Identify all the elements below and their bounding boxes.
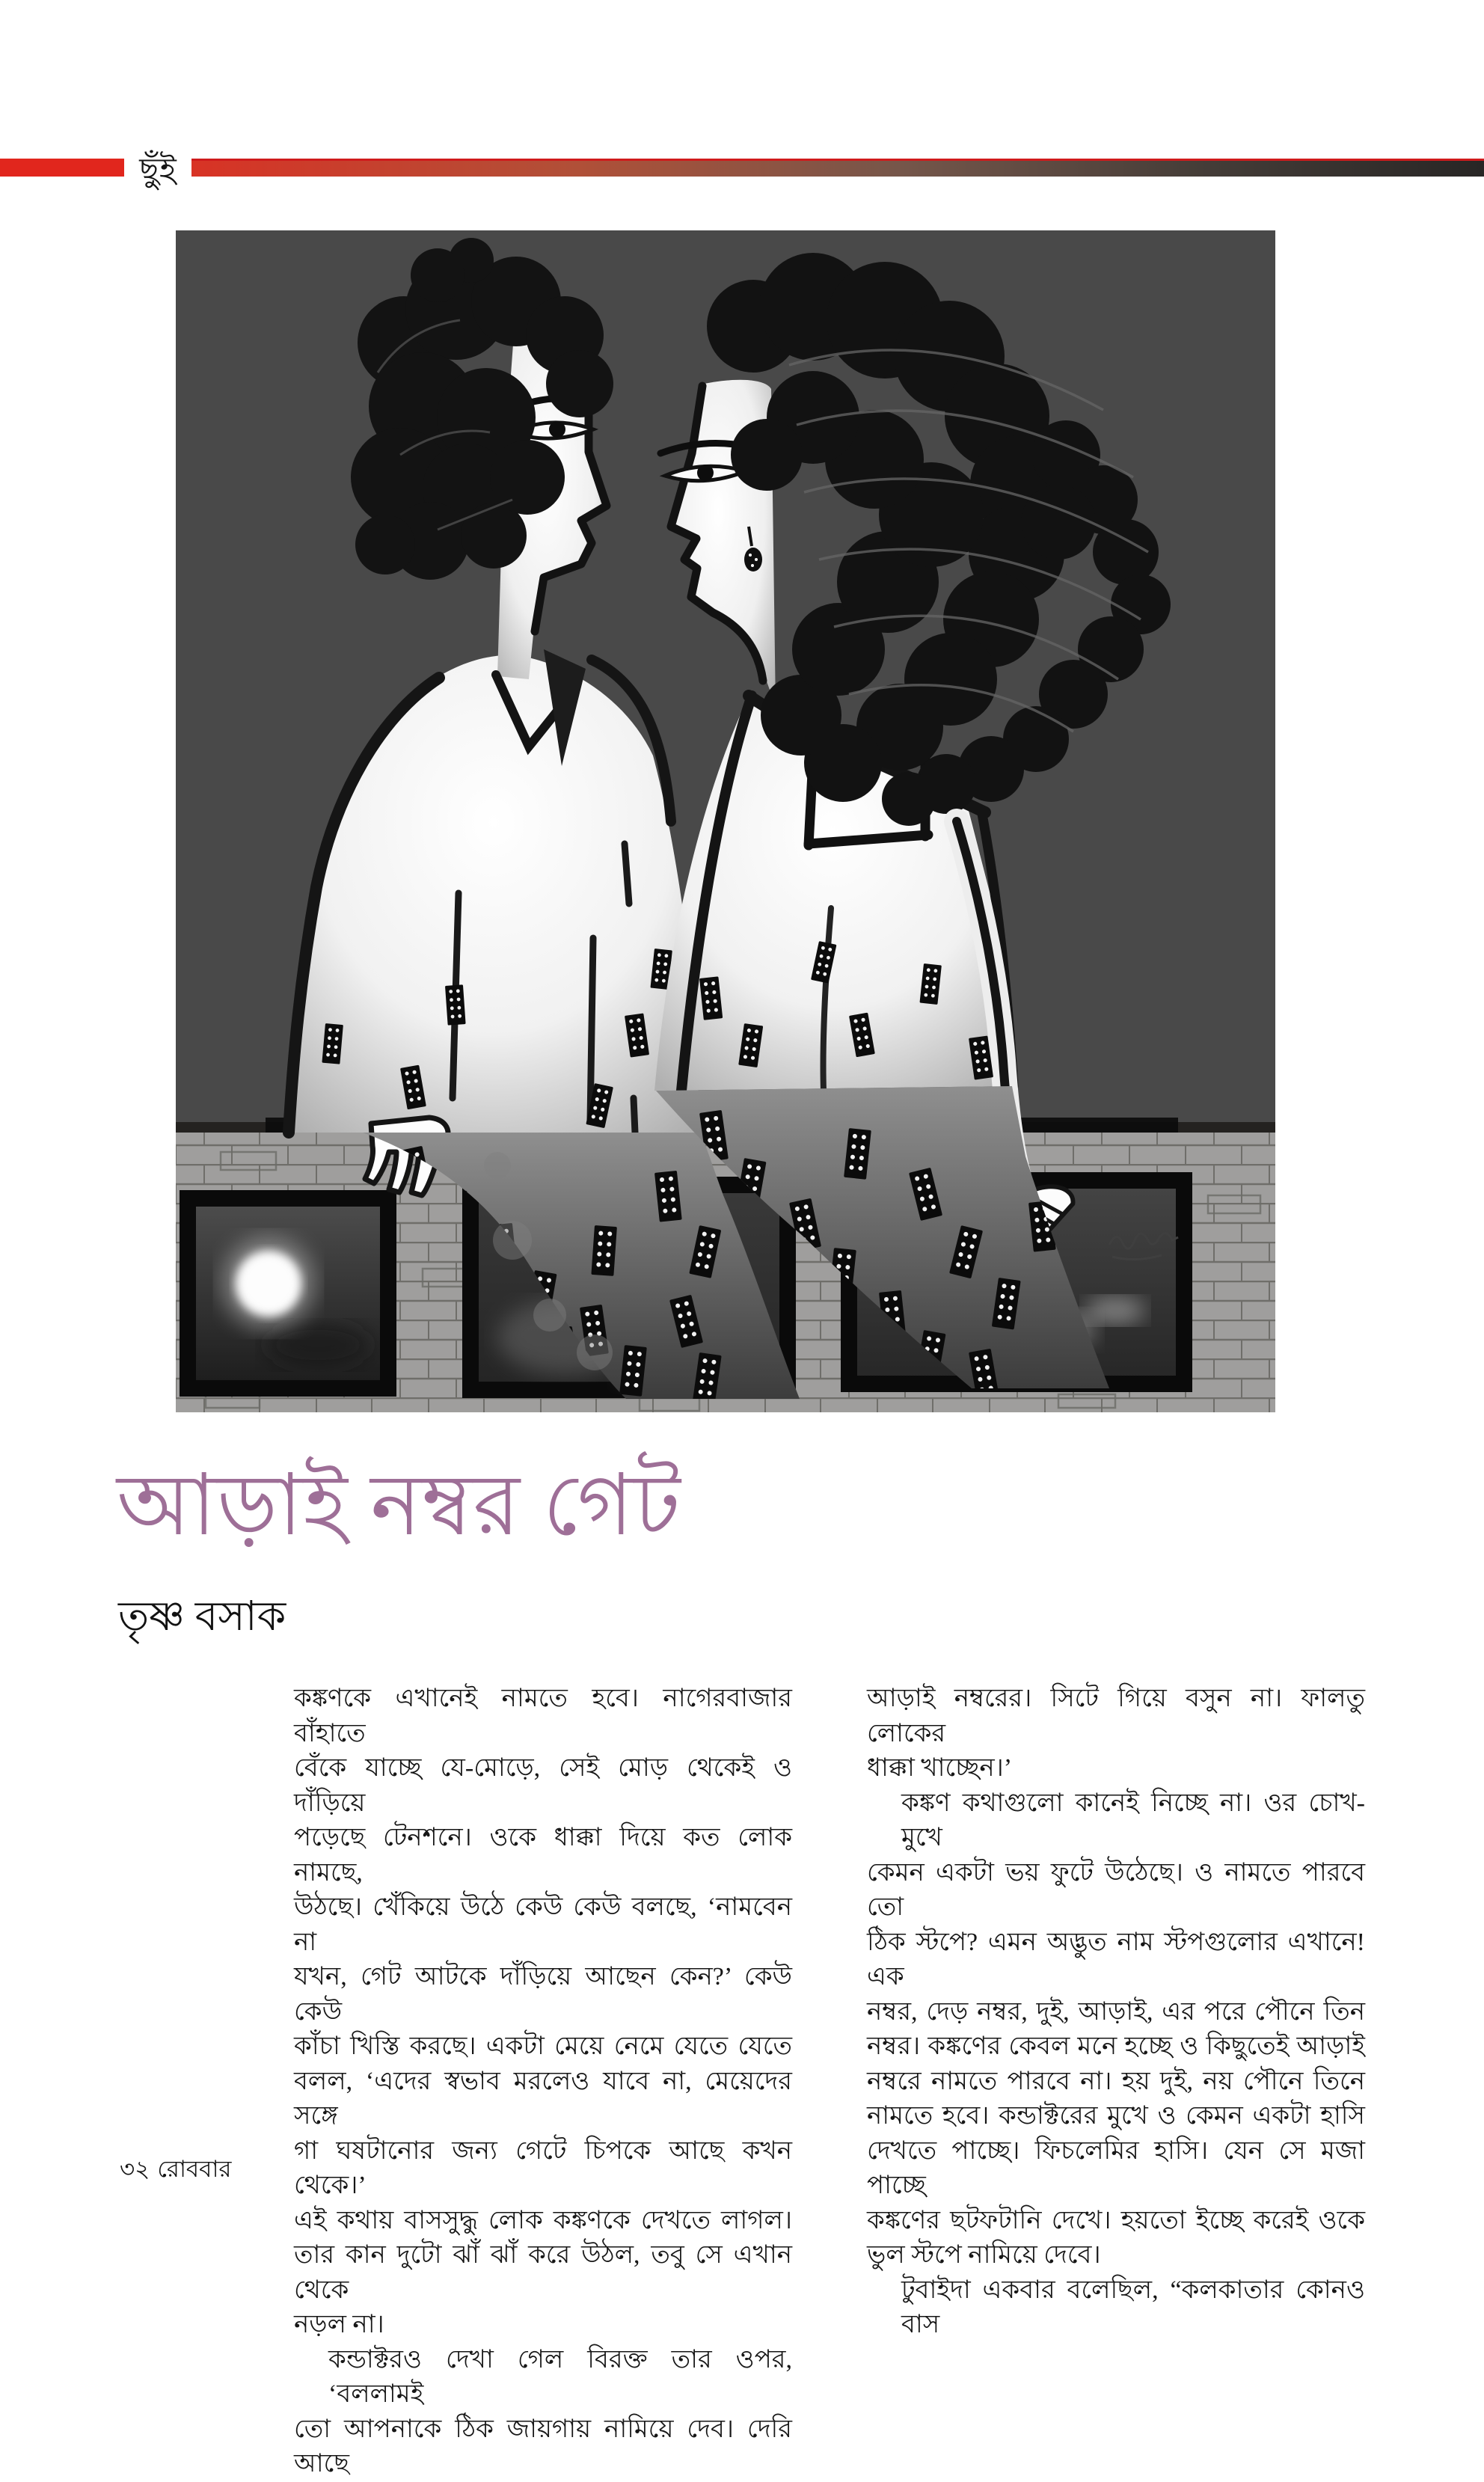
text-line: গা ঘষটানোর জন্য গেটে চিপকে আছে কখন থেকে।’ xyxy=(294,2136,792,2199)
text-line: আড়াই নম্বরের। সিটে গিয়ে বসুন না। ফালতু লোকের xyxy=(867,1685,1365,1747)
footer-page-number: ৩২ xyxy=(120,2156,150,2182)
page-footer xyxy=(120,2151,239,2190)
body-columns xyxy=(294,1682,1365,2482)
header-rule-red-segment xyxy=(0,159,124,177)
text-line: ভুল স্টপে নামিয়ে দেবে। xyxy=(867,2241,1101,2269)
illustration xyxy=(176,230,1275,1412)
text-line: যখন, গেট আটকে দাঁড়িয়ে আছেন কেন?’ কেউ কেউ xyxy=(294,1963,792,2026)
text-line: কঙ্কণ কথাগুলো কানেই নিচ্ছে না। ওর চোখ-মুখে xyxy=(901,1789,1365,1851)
text-line: তো আপনাকে ঠিক জায়গায় নামিয়ে দেব। দেরি আছে xyxy=(294,2415,792,2478)
column-left xyxy=(294,1682,792,2482)
text-line: ঠিক স্টপে? এমন অদ্ভুত নাম স্টপগুলোর এখানে! এক xyxy=(867,1928,1365,1991)
text-line: এই কথায় বাসসুদ্ধু লোক কঙ্কণকে দেখতে লাগল। xyxy=(294,2206,792,2234)
moon xyxy=(236,1251,301,1317)
text-line: কন্ডাক্টরও দেখা গেল বিরক্ত তার ওপর, ‘বললামই xyxy=(328,2345,792,2408)
text-line: উঠছে। খেঁকিয়ে উঠে কেউ কেউ বলছে, ‘নামবেন না xyxy=(294,1893,792,1956)
text-line: নম্বর, দেড় নম্বর, দুই, আড়াই, এর পরে পৌনে তিন xyxy=(867,1997,1365,2026)
text-line: কেমন একটা ভয় ফুটে উঠেছে। ও নামতে পারবে তো xyxy=(867,1858,1365,1921)
text-line: নামতে হবে। কন্ডাক্টরের মুখে ও কেমন একটা হাসি xyxy=(867,2102,1365,2130)
text-line: টুবাইদা একবার বলেছিল, “কলকাতার কোনও বাস xyxy=(901,2276,1365,2338)
text-line: কঙ্কণের ছটফটানি দেখে। হয়তো ইচ্ছে করেই ওকে xyxy=(867,2206,1365,2234)
text-line: ধাক্কা খাচ্ছেন।’ xyxy=(867,1754,1013,1782)
text-line: বেঁকে যাচ্ছে যে-মোড়ে, সেই মোড় থেকেই ও দাঁড়িয়ে xyxy=(294,1754,792,1817)
text-line: নম্বরে নামতে পারবে না। হয় দুই, নয় পৌনে তিনে xyxy=(867,2067,1365,2095)
text-line: তার কান দুটো ঝাঁ ঝাঁ করে উঠল, তবু সে এখান থেকে xyxy=(294,2241,792,2304)
text-line: নম্বর। কঙ্কণের কেবল মনে হচ্ছে ও কিছুতেই আড়াই xyxy=(867,2032,1365,2060)
text-line: কঙ্কণকে এখানেই নামতে হবে। নাগেরবাজার বাঁহাতে xyxy=(294,1685,792,1747)
column-right xyxy=(867,1682,1365,2482)
text-line: কাঁচা খিস্তি করছে। একটা মেয়ে নেমে যেতে যেতে xyxy=(294,2032,792,2060)
text-line: দেখতে পাচ্ছে। ফিচলেমির হাসি। যেন সে মজা পাচ্ছে xyxy=(867,2136,1365,2199)
text-line: বলল, ‘এদের স্বভাব মরলেও যাবে না, মেয়েদের সঙ্গে xyxy=(294,2067,792,2130)
header-section-label: ছুঁই xyxy=(139,152,177,189)
article-title: আড়াই নম্বর গেট xyxy=(117,1458,681,1553)
article-author: তৃষ্ণ বসাক xyxy=(118,1593,286,1639)
footer-magazine-name: রোববার xyxy=(157,2156,232,2182)
text-line: নড়ল না। xyxy=(294,2311,384,2338)
header-rule-gradient-segment xyxy=(191,159,1484,177)
text-line: পড়েছে টেনশনে। ওকে ধাক্কা দিয়ে কত লোক নামছে, xyxy=(294,1824,792,1887)
